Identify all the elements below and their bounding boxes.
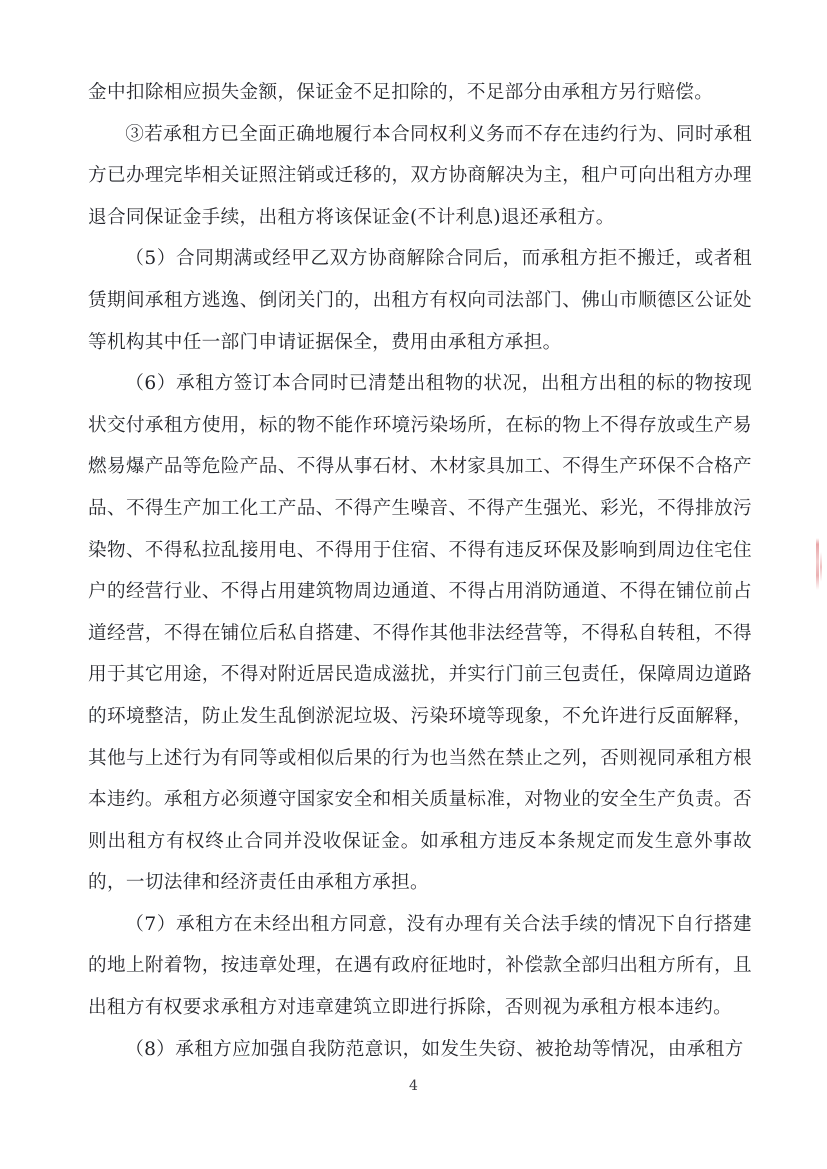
paragraph-item-3: ③若承租方已全面正确地履行本合同权利义务而不存在违约行为、同时承租方已办理完毕相关证照注销或迁移的，双方协商解决为主，租户可向出租方办理退合同保证金手续，出租方将该保证金(不计利息)退还承租方。 xyxy=(88,123,752,228)
paragraph-item-6: （6）承租方签订本合同时已清楚出租物的状况，出租方出租的标的物按现状交付承租方使用，标的物不能作环境污染场所，在标的物上不得存放或生产易燃易爆产品等危险产品、不得从事石材、木材家具加工、不得生产环保不合格产品、不得生产加工化工产品、不得产生噪音、不得产生强光、彩光，不得排放污染物、不得私拉乱接用电、不得用于住宿、不得有违反环保及影响到周边住宅住户的经营行业、不得占用建筑物周边通道、不得占用消防通道、不得在铺位前占道经营，不得在铺位后私自搭建、不得作其他非法经营等，不得私自转租，不得用于其它用途，不得对附近居民造成滋扰，并实行门前三包责任，保障周边道路的环境整洁，防止发生乱倒淤泥垃圾、污染环境等现象，不允许进行反面解释，其他与上述行为有同等或相似后果的行为也当然在禁止之列，否则视同承租方根本违约。承租方必须遵守国家安全和相关质量标准，对物业的安全生产负责。否则出租方有权终止合同并没收保证金。如承租方违反本条规定而发生意外事故的，一切法律和经济责任由承租方承担。 xyxy=(88,373,752,894)
scan-artifact-mark xyxy=(816,538,819,590)
scan-artifact-mark-secondary xyxy=(820,552,822,582)
paragraph-item-8: （8）承租方应加强自我防范意识，如发生失窃、被抢劫等情况，由承租方 xyxy=(125,1038,744,1060)
paragraph-item-7: （7）承租方在未经出租方同意，没有办理有关合法手续的情况下自行搭建的地上附着物，按违章处理，在遇有政府征地时，补偿款全部归出租方所有，且出租方有权要求承租方对违章建筑立即进行拆除，否则视为承租方根本违约。 xyxy=(88,913,752,1019)
paragraph-item-5: （5）合同期满或经甲乙双方协商解除合同后，而承租方拒不搬迁，或者租赁期间承租方逃逸、倒闭关门的，出租方有权向司法部门、佛山市顺德区公证处等机构其中任一部门申请证据保全，费用由承租方承担。 xyxy=(88,248,752,353)
paragraph-continued-deposit: 金中扣除相应损失金额，保证金不足扣除的，不足部分由承租方另行赔偿。 xyxy=(88,82,714,103)
page-number: 4 xyxy=(409,1078,418,1094)
document-body xyxy=(88,72,752,1070)
